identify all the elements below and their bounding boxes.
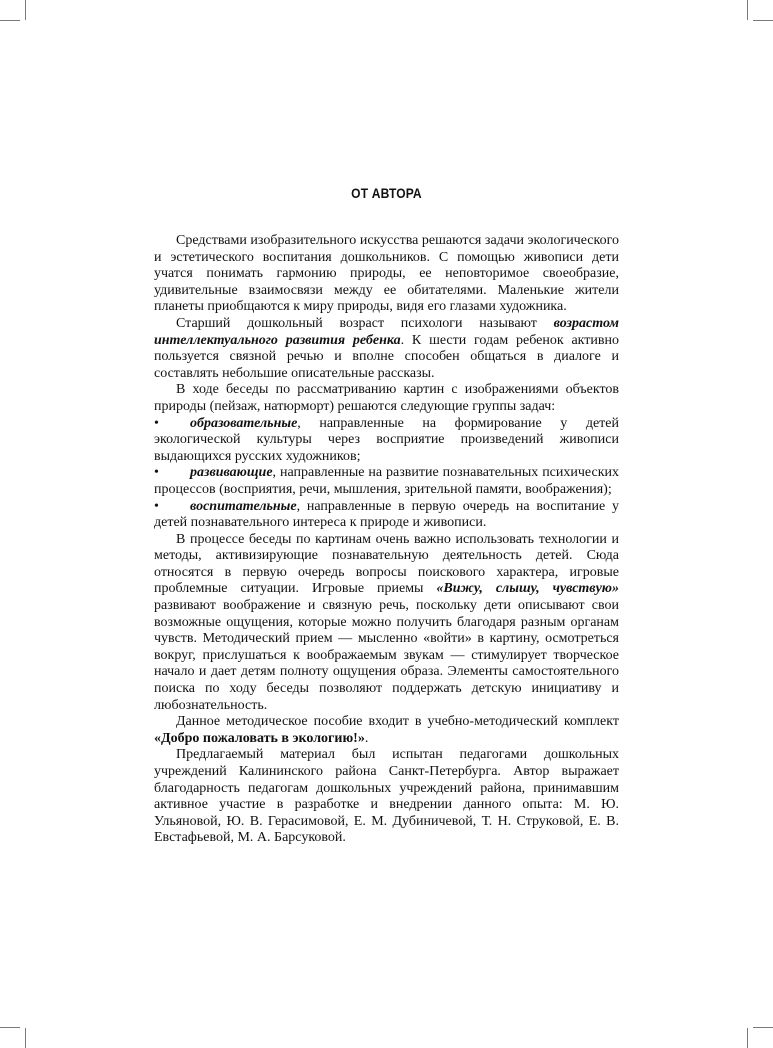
list-item: • воспитательные, направленные в первую очередь на воспитание у детей познавательного интереса к природе и живописи. [154, 498, 619, 531]
bullet-marker: • [154, 498, 159, 514]
crop-mark-bottom-left [25, 1028, 26, 1048]
crop-mark-top-left [25, 0, 26, 20]
paragraph-1: Средствами изобразительного искусства решаются задачи экологического и эстетического воспитания дошкольников. С помощью живописи дети учатся понимать гармонию природы, ее неповторимое своеобразие, удивительные взаимосвязи между ее обитателями. Маленькие жители планеты приобщаются к миру природы, видя его глазами художника. [154, 233, 619, 315]
list-item-term: развивающие [190, 465, 273, 481]
paragraph-6: Предлагаемый материал был испытан педагогами дошкольных учреждений Калининского района Санкт-Петербурга. Автор выражает благодарность педагогам дошкольных учреждений района, принимавшим активное участие в разработке и внедрении данного опыта: М. Ю. Ульяновой, Ю. В. Герасимовой, Е. М. Дубиничевой, Т. Н. Струковой, Е. В. Евстафьевой, М. А. Барсуковой. [154, 747, 619, 846]
crop-mark-bottom-right [747, 1028, 748, 1048]
crop-mark-bottom-left-h [0, 1027, 20, 1028]
bullet-marker: • [154, 415, 159, 431]
body-text [154, 233, 619, 847]
list-item: • образовательные, направленные на формирование у детей экологической культуры через восприятие произведений живописи выдающихся русских художников; [154, 415, 619, 464]
emphasis-text: возрастом интеллектуального развития ребенка [154, 315, 619, 348]
list-item: • развивающие, направленные на развитие познавательных психических процессов (восприятия, речи, мышления, зрительной памяти, воображения); [154, 465, 619, 497]
bold-text: «Добро пожаловать в экологию!» [154, 730, 365, 746]
paragraph-5: Данное методическое пособие входит в учебно-методический комплект «Добро пожаловать в экологию!». [154, 714, 619, 746]
crop-mark-top-left-h [0, 20, 20, 21]
bullet-marker: • [154, 465, 159, 481]
crop-mark-top-right [747, 0, 748, 20]
paragraph-2: Старший дошкольный возраст психологи называют возрастом интеллектуального развития ребенка. К шести годам ребенок активно пользуется связной речью и вполне способен общаться в диалоге и составлять небольшие описательные рассказы. [154, 315, 619, 381]
crop-mark-top-right-h [753, 20, 773, 21]
list-item-term: образовательные [190, 415, 298, 431]
crop-mark-bottom-right-h [753, 1027, 773, 1028]
page-title: ОТ АВТОРА [351, 185, 422, 201]
emphasis-text: «Вижу, слышу, чувствую» [436, 581, 619, 597]
paragraph-4: В процессе беседы по картинам очень важно использовать технологии и методы, активизирующие познавательную деятельность детей. Сюда относятся в первую очередь вопросы поискового характера, игровые проблемные ситуации. Игровые приемы «Вижу, слышу, чувствую» развивают воображение и связную речь, поскольку дети описывают свои возможные ощущения, которые можно получить благодаря разным органам чувств. Методический прием — мысленно «войти» в картину, осмотреться вокруг, прислушаться к воображаемым звукам — стимулирует творческое начало и дает детям полноту ощущения образа. Элементы самостоятельного поиска по ходу беседы позволяют поддержать детскую инициативу и любознательность. [154, 531, 619, 713]
paragraph-3: В ходе беседы по рассматриванию картин с изображениями объектов природы (пейзаж, натюрморт) решаются следующие группы задач: [154, 382, 619, 414]
list-item-term: воспитательные [190, 498, 297, 514]
